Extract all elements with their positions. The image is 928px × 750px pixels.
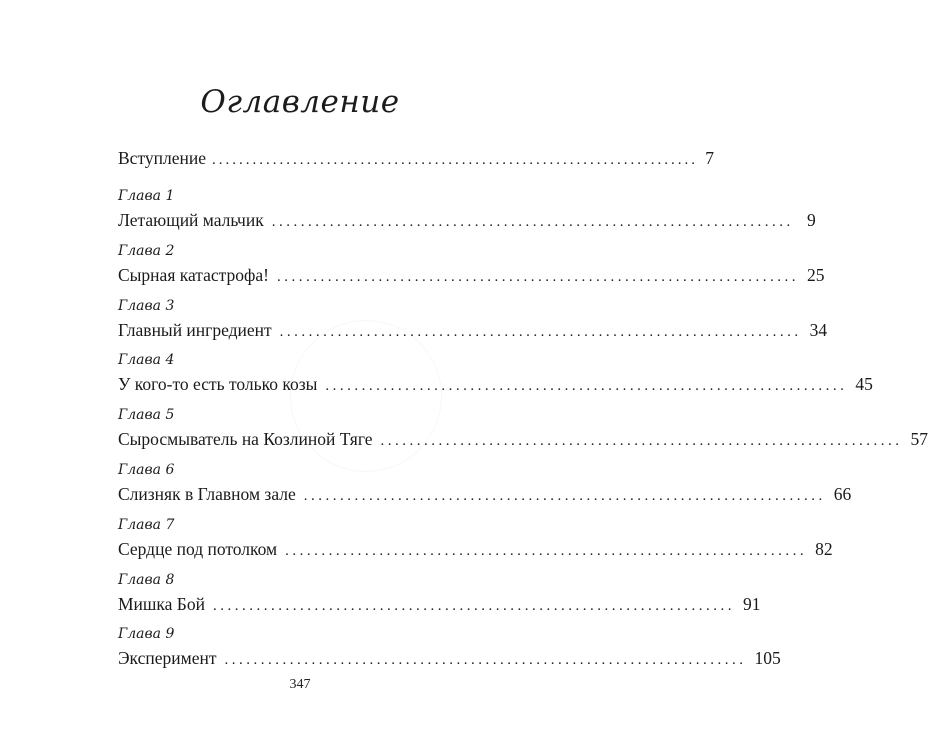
toc-entry-title: Вступление [118,148,206,168]
toc-entry-intro [118,148,714,178]
dot-leader: ........................................................................ [271,214,794,230]
page-title: Оглавление [200,84,400,120]
toc-entry-title: Сыросмыватель на Козлиной Тяге [118,429,373,450]
toc-entry-page: 66 [833,483,852,504]
toc-entry-chapter-2 [118,233,825,288]
toc-entry-line [118,318,828,342]
toc-entry-page: 105 [754,648,781,669]
toc-entry-chapter-7 [118,507,833,562]
toc-entry-title: Главный ингредиент [118,319,272,340]
toc-entry-page: 34 [809,319,828,340]
toc-entry-page: 25 [806,264,825,285]
toc-entry-page: 57 [910,429,928,450]
toc-entry-chapter-5 [118,397,928,452]
toc-entry-chapter-1 [118,178,816,233]
dot-leader: ........................................................................ [211,152,698,168]
toc-entry-line [118,427,928,451]
toc-entry-title: Сырная катастрофа! [118,264,269,285]
toc-entry-title: Летающий мальчик [118,210,264,230]
page-number: 347 [289,677,311,692]
dot-leader: ........................................................................ [285,542,808,559]
toc-entry-chapter-6 [118,452,852,507]
toc-entry-line [118,372,873,396]
toc-entry-page: 45 [855,374,873,395]
chapter-label: Глава 5 [118,407,175,424]
chapter-label: Глава 4 [118,352,175,369]
toc-entry-chapter-9 [118,616,781,671]
chapter-label: Глава 8 [118,571,175,588]
dot-leader: ........................................................................ [380,433,903,450]
toc-entry-title: Сердце под потолком [118,538,278,559]
chapter-label: Глава 3 [118,297,175,314]
toc-entry-chapter-8 [118,562,761,617]
toc-entry-page: 91 [742,593,761,614]
dot-leader: ........................................................................ [279,323,802,340]
toc-entry-title: Эксперимент [118,648,217,669]
toc-entry-line [118,592,761,616]
chapter-label: Глава 1 [118,188,175,204]
toc-entry-line [118,537,833,561]
toc-entry-chapter-4 [118,342,873,397]
dot-leader: ........................................................................ [276,268,799,285]
toc-entry-chapter-3 [118,288,828,343]
toc-entry-page: 82 [815,538,833,559]
toc-entry-line [118,263,825,287]
dot-leader: ........................................................................ [325,378,848,395]
dot-leader: ........................................................................ [224,652,747,669]
toc-entry-line [118,646,781,670]
chapter-label: Глава 9 [118,626,175,643]
dot-leader: ........................................................................ [303,487,826,504]
toc-entry-title: Мишка Бой [118,593,205,614]
table-of-contents [118,148,928,671]
toc-entry-title: Слизняк в Главном зале [118,483,296,504]
toc-entry-line [118,482,852,506]
chapter-label: Глава 6 [118,461,175,478]
dot-leader: ........................................................................ [212,597,735,614]
toc-entry-page: 7 [705,148,714,168]
chapter-label: Глава 2 [118,242,175,259]
chapter-label: Глава 7 [118,516,175,533]
toc-entry-line [118,208,816,232]
toc-entry-title: У кого-то есть только козы [118,374,318,395]
toc-entry-page: 9 [806,210,816,230]
